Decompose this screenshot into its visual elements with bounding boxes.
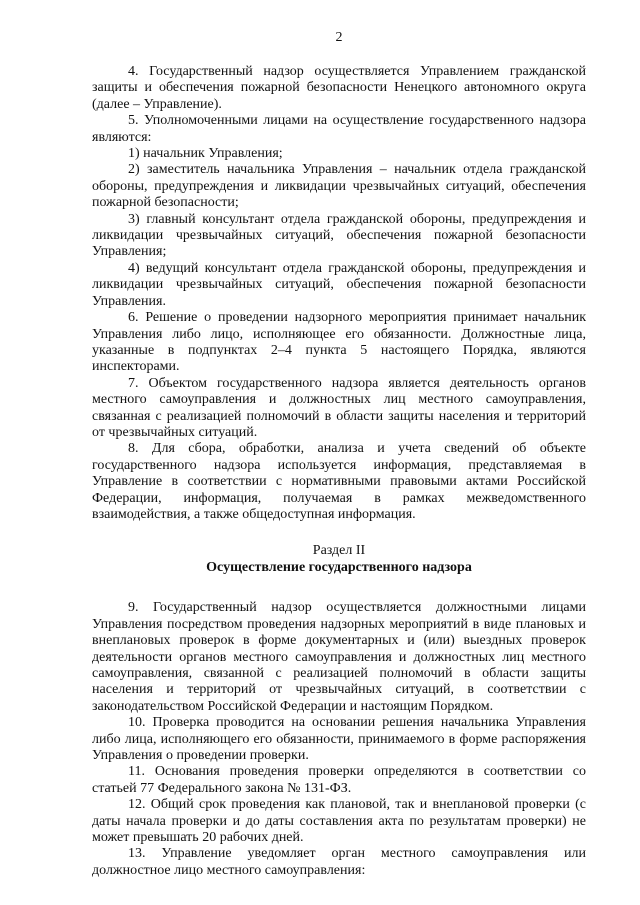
paragraph-13: 13. Управление уведомляет орган местного самоуправления или должностное лицо местного самоуправления: bbox=[92, 846, 586, 878]
paragraph-5: 5. Уполномоченными лицами на осуществление государственного надзора являются: bbox=[92, 113, 586, 145]
page-number: 2 bbox=[335, 30, 343, 45]
list-item-2: 2) заместитель начальника Управления – начальник отдела гражданской обороны, предупреждения и ликвидации чрезвычайных ситуаций, обеспечения пожарной безопасности; bbox=[92, 162, 586, 211]
paragraph-10: 10. Проверка проводится на основании решения начальника Управления либо лица, исполняющего его обязанности, принимаемого в форме распоряжения Управления о проведении проверки. bbox=[92, 715, 586, 764]
list-item-3: 3) главный консультант отдела гражданской обороны, предупреждения и ликвидации чрезвычайных ситуаций, обеспечения пожарной безопасности Управления; bbox=[92, 211, 586, 260]
section-label: Раздел II bbox=[312, 543, 366, 559]
paragraph-6: 6. Решение о проведении надзорного мероприятия принимает начальник Управления либо лицо, исполняющее его обязанности. Должностные лица, указанные в подпунктах 2–4 пункта 5 настоящего Порядка, являются инспекторами. bbox=[92, 310, 586, 375]
paragraph-7: 7. Объектом государственного надзора является деятельность органов местного самоуправления и должностных лиц местного самоуправления, связанная с реализацией полномочий в области защиты населения и территорий от чрезвычайных ситуаций. bbox=[92, 375, 586, 440]
list-item-1: 1) начальник Управления; bbox=[128, 146, 283, 162]
section-title: Осуществление государственного надзора bbox=[206, 560, 472, 576]
paragraph-11: 11. Основания проведения проверки определяются в соответствии со статьей 77 Федерального закона № 131-ФЗ. bbox=[92, 764, 586, 796]
paragraph-4: 4. Государственный надзор осуществляется Управлением гражданской защиты и обеспечения пожарной безопасности Ненецкого автономного округа (далее – Управление). bbox=[92, 64, 586, 112]
list-item-4: 4) ведущий консультант отдела гражданской обороны, предупреждения и ликвидации чрезвычайных ситуаций, обеспечения пожарной безопасности Управления. bbox=[92, 260, 586, 309]
paragraph-12: 12. Общий срок проведения как плановой, так и внеплановой проверки (с даты начала проверки и до даты составления акта по результатам проверки) не может превышать 20 рабочих дней. bbox=[92, 797, 586, 846]
paragraph-9: 9. Государственный надзор осуществляется должностными лицами Управления посредством проведения надзорных мероприятий в виде плановых и внеплановых проверок в форме документарных и (или) выездных проверок деятельности органов местного самоуправления и должностных лиц местного самоуправления, связанной с реализацией полномочий в области защиты населения и территорий от чрезвычайных ситуаций, в соответствии с законодательством Российской Федерации и настоящим Порядком. bbox=[92, 600, 586, 714]
paragraph-8: 8. Для сбора, обработки, анализа и учета сведений об объекте государственного надзора используется информация, представляемая в Управление в соответствии с нормативными правовыми актами Российской Федерации, информация, получаемая в рамках межведомственного взаимодействия, а также общедоступная информация. bbox=[92, 441, 586, 522]
document-page bbox=[92, 30, 586, 879]
